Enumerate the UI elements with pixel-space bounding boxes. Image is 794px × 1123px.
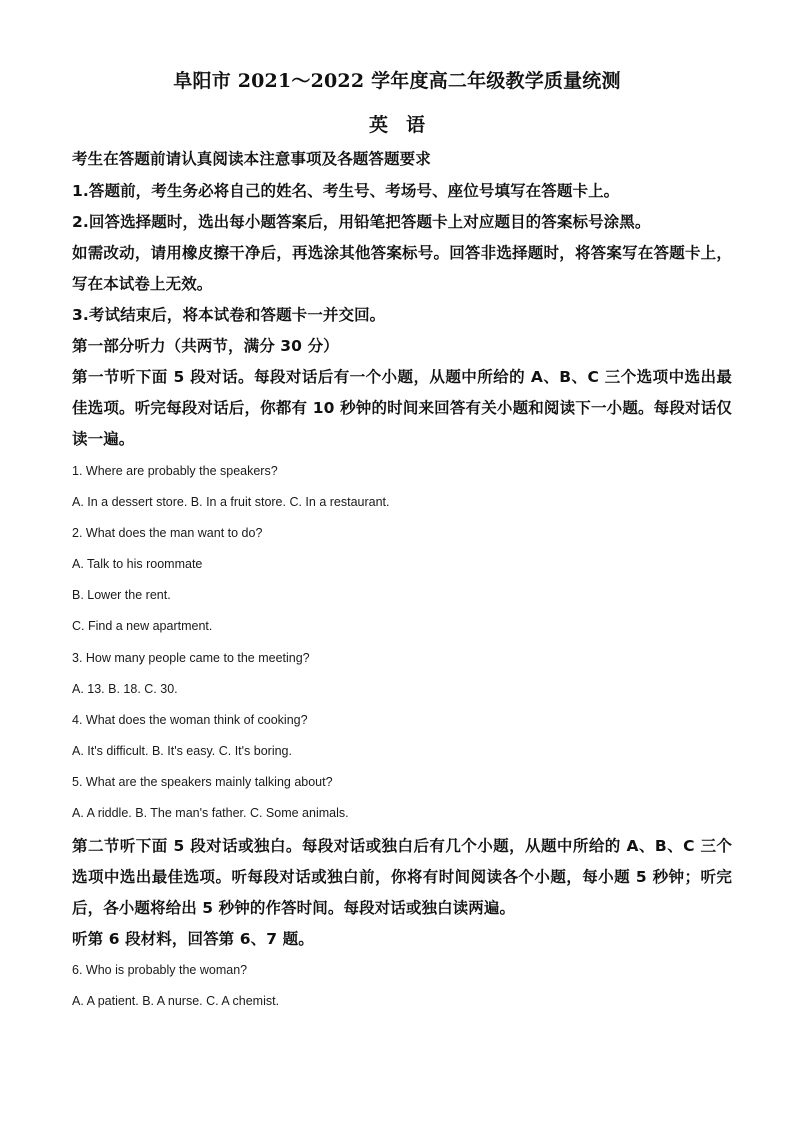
question-4-options: A. It's difficult. B. It's easy. C. It's boring. — [72, 744, 292, 758]
question-5-options: A. A riddle. B. The man's father. C. Some animals. — [72, 806, 349, 820]
instructions-heading: 考生在答题前请认真阅读本注意事项及各题答题要求 — [72, 150, 431, 168]
instruction-item-3: 3.考试结束后，将本试卷和答题卡一并交回。 — [72, 306, 386, 324]
instruction-item-1: 1.答题前，考生务必将自己的姓名、考生号、考场号、座位号填写在答题卡上。 — [72, 182, 620, 200]
question-3: 3. How many people came to the meeting? — [72, 651, 310, 665]
question-1: 1. Where are probably the speakers? — [72, 464, 278, 478]
question-2: 2. What does the man want to do? — [72, 526, 263, 540]
question-2-option-c: C. Find a new apartment. — [72, 619, 213, 633]
question-6: 6. Who is probably the woman? — [72, 963, 248, 977]
exam-title: 阜阳市 2021～2022 学年度高二年级教学质量统测 — [173, 70, 621, 92]
section1-intro: 第一节听下面 5 段对话。每段对话后有一个小题，从题中所给的 A、B、C 三个选项中选出最佳选项。听完每段对话后，你都有 10 秒钟的时间来回答有关小题和阅读下一小题。每段对话仅读一遍。 — [72, 368, 732, 448]
question-2-option-b: B. Lower the rent. — [72, 588, 171, 602]
question-6-options: A. A patient. B. A nurse. C. A chemist. — [72, 994, 280, 1008]
question-2-option-a: A. Talk to his roommate — [72, 557, 203, 571]
question-4: 4. What does the woman think of cooking? — [72, 713, 308, 727]
instruction-item-2: 2.回答选择题时，选出每小题答案后，用铅笔把答题卡上对应题目的答案标号涂黑。 — [72, 213, 651, 231]
material-6-heading: 听第 6 段材料，回答第 6、7 题。 — [72, 930, 314, 948]
question-1-options: A. In a dessert store. B. In a fruit store. C. In a restaurant. — [72, 495, 390, 509]
section2-intro: 第二节听下面 5 段对话或独白。每段对话或独白后有几个小题，从题中所给的 A、B、C 三个选项中选出最佳选项。听每段对话或独白前，你将有时间阅读各个小题，每小题 5 秒钟；听完后，各小题将给出 5 秒钟的作答时间。每段对话或独白读两遍。 — [72, 837, 732, 917]
question-3-options: A. 13. B. 18. C. 30. — [72, 682, 178, 696]
instruction-item-2-continued: 如需改动，请用橡皮擦干净后，再选涂其他答案标号。回答非选择题时，将答案写在答题卡上，写在本试卷上无效。 — [72, 244, 732, 293]
subject-title: 英语 — [368, 114, 443, 136]
part1-heading: 第一部分听力（共两节，满分 30 分） — [72, 337, 339, 355]
question-5: 5. What are the speakers mainly talking about? — [72, 775, 333, 789]
